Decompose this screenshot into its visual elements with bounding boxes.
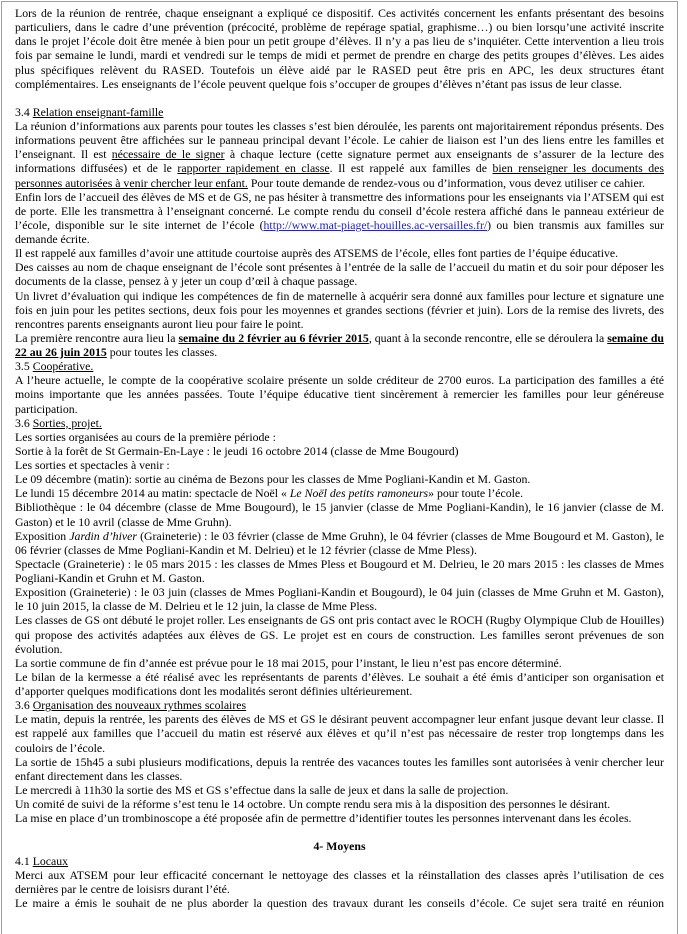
- text-run: Pour toute demande de rendez-vous ou d’information, vous devez utiliser ce cahier.: [247, 175, 645, 190]
- paragraph-merci-atsem: [15, 868, 664, 896]
- text-run: Exposition (Graineterie) : le 03 juin (classes de Mmes Pogliani-Kandin et Bougourd), le 04 juin (classes de Mme Gruhn et M. Gaston), le 10 juin 2015, la classe de M. Delrieu et le 12 juin, la classe de Mme Pless.: [15, 585, 664, 614]
- section-heading-3-6-rythmes-scolaires: [15, 698, 664, 712]
- text-run: Exposition: [15, 528, 70, 543]
- text-run: Le mercredi à 11h30 la sortie des MS et GS s’effectue dans la salle de jeux et dans la salle de projection.: [15, 782, 509, 797]
- text-run: semaine du 2 février au 6 février 2015: [178, 330, 369, 345]
- paragraph-spectacle-noel: [15, 486, 664, 500]
- text-run: 3.5: [15, 359, 33, 374]
- paragraph-bibliotheque: [15, 500, 664, 528]
- text-run: La sortie de 15h45 a subi plusieurs modifications, depuis la rentrée des vacances toutes les familles sont autorisées à venir chercher leur enfant directement dans les classes.: [15, 754, 664, 783]
- text-run: Lors de la réunion de rentrée, chaque enseignant a expliqué ce dispositif. Ces activités concernent les enfants présentant des besoins particuliers, dans le cadre d’une prévention (précocité, problème de repérage spatial, graphisme…) ou bien lorsqu’une activité inscrite dans le projet l’école doit être menée à bien pour un petit groupe d’élèves. Il n’y a pas lieu de s’inquiéter. Cette intervention a lieu trois fois par semaine le lundi, mardi et vendredi sur le temps de midi et permet de prendre en charge des petits groupes d’élèves. Les aides plus spécifiques relèvent du RASED. Toutefois un élève aidé par le RASED peut être pris en APC, les deux structures étant complémentaires. Les enseignants de l’école peuvent quelque fois s’occuper de groupes d’élèves n’étant pas issus de leur classe.: [15, 6, 664, 91]
- paragraph-sorties-a-venir: [15, 458, 664, 472]
- paragraph-sortie-fin-annee: [15, 656, 664, 670]
- paragraph-bilan-kermesse: [15, 670, 664, 698]
- text-run: . Il est rappelé aux familles de: [329, 161, 493, 176]
- text-run: Le 09 décembre (matin): sortie au cinéma de Bezons pour les classes de Mme Pogliani-Kandin et M. Gaston.: [15, 472, 531, 487]
- text-run: rapporter rapidement en classe: [177, 161, 330, 176]
- text-run: Merci aux ATSEM pour leur efficacité concernant le nettoyage des classes et la réinstallation des classes après l’utilisation de ces dernières par le centre de loisisrs durant l’été.: [15, 867, 664, 896]
- paragraph-cahier-de-liaison: [15, 119, 664, 190]
- text-run: ) ou bien transmis aux familles sur demande écrite.: [15, 217, 664, 246]
- paragraph-exposition-juin: [15, 585, 664, 613]
- paragraph-sortie-15h45: [15, 755, 664, 783]
- text-run: 4- Moyens: [313, 839, 366, 854]
- text-run: Le Noël des petits ramoneurs: [289, 486, 429, 501]
- text-run: nécessaire de le signer: [111, 147, 225, 162]
- section-heading-4-moyens: [15, 839, 664, 853]
- text-run: à chaque lecture (cette signature permet aux enseignants de s’assurer de la lecture des informations diffusées) et de le: [15, 147, 665, 176]
- text-run: Des caisses au nom de chaque enseignant de l’école sont présentes à l’entrée de la salle de l’accueil du matin et du soir pour déposer les documents de la classe, pensez à y jeter un coup d’œil à chaque passage.: [15, 260, 664, 289]
- text-run: 3.6: [15, 415, 33, 430]
- text-run: 3.6: [15, 698, 33, 713]
- blank-line: [15, 825, 664, 839]
- text-run: A l’heure actuelle, le compte de la coopérative scolaire présente un solde créditeur de 2700 euros. La participation des familles a été moins importante que les années passées. Toute l’équipe éducative tient sincèrement à remercier les familles pour leur généreuse participation.: [15, 373, 664, 416]
- paragraph-sorties-premiere-periode: [15, 430, 664, 444]
- paragraph-cinema-bezons: [15, 472, 664, 486]
- text-run: Le bilan de la kermesse a été réalisé avec les représentants de parents d’élèves. Le souhait a été émis d’anticiper son organisation et d’apporter quelques modifications dont les modalités seront définies ultérieurement.: [15, 669, 664, 698]
- text-run: Les sorties et spectacles à venir :: [15, 458, 170, 472]
- text-run: » pour toute l’école.: [428, 486, 524, 501]
- text-run: Un livret d’évaluation qui indique les compétences de fin de maternelle à acquérir sera donné aux familles pour lecture et signature une fois en juin pour les petites sections, deux fois pour les moyennes et grandes sections (février et juin). Lors de la remise des livrets, des rencontres parents enseignants auront lieu pour faire le point.: [15, 288, 664, 331]
- text-run: La réunion d’informations aux parents pour toutes les classes s’est bien déroulée, les parents ont majoritairement répondus présents. Des informations peuvent être affichées sur le panneau principal devant l’école. Le cahier de liaison est l’un des liens entre les familles et l’enseignant. Il est: [15, 119, 664, 162]
- school-website-link[interactable]: http://www.mat-piaget-houilles.ac-versailles.fr/: [263, 217, 488, 232]
- paragraph-cooperative-solde: [15, 373, 664, 415]
- blank-line: [15, 91, 664, 105]
- paragraph-livret-evaluation: [15, 289, 664, 331]
- text-run: (Graineterie) : le 03 février (classe de Mme Gruhn), le 04 février (classes de Mme Bougourd et M. Gaston), le 06 février (classes de Mme Pogliani-Kandin et M. Delrieu) et le 12 février (classe de Mme Pless).: [15, 528, 664, 557]
- paragraph-maire-travaux: [15, 896, 664, 910]
- text-run: Les classes de GS ont débuté le projet roller. Les enseignants de GS ont pris contact avec le ROCH (Rugby Olympique Club de Houilles) qui propose des activités adaptées aux élèves de GS. Le projet est en cours de construction. Les familles seront prévenues de son évolution.: [15, 613, 664, 656]
- paragraph-accueil-matin: [15, 712, 664, 754]
- text-run: La première rencontre aura lieu la: [15, 330, 179, 345]
- text-run: Coopérative.: [32, 359, 94, 374]
- text-run: Enfin lors de l’accueil des élèves de MS et de GS, ne pas hésiter à transmettre des informations pour les enseignants via l’ATSEM qui est de porte. Elle les transmettra à l’enseignant concerné. Le compte rendu du conseil d’école restera affiché dans le panneau extérieur de l’école, disponible sur le site internet de l’école (: [15, 189, 664, 232]
- paragraph-trombinoscope: [15, 811, 664, 825]
- text-run: Sorties, projet.: [32, 415, 102, 430]
- paragraph-mercredi-11h30: [15, 783, 664, 797]
- text-run: Jardin d’hiver: [69, 528, 137, 543]
- paragraph-caisses-documents: [15, 260, 664, 288]
- text-run: 4.1: [15, 853, 33, 868]
- text-run: 3.4: [15, 104, 33, 119]
- text-run: Relation enseignant-famille: [32, 104, 164, 119]
- paragraph-apc-dispositif: [15, 6, 664, 91]
- section-heading-3-6-sorties-projet: [15, 416, 664, 430]
- text-run: La sortie commune de fin d’année est prévue pour le 18 mai 2015, pour l’instant, le lieu n’est pas encore déterminé.: [15, 655, 562, 670]
- text-run: La mise en place d’un trombinoscope a été proposée afin de permettre d’identifier toutes les personnes intervenant dans les écoles.: [15, 811, 632, 826]
- text-run: bien renseigner les documents des personnes autorisées à venir chercher leur enfant.: [15, 161, 664, 190]
- text-run: Un comité de suivi de la réforme s’est tenu le 14 octobre. Un compte rendu sera mis à la disposition des personnes le désirant.: [15, 797, 611, 811]
- text-run: pour toutes les classes.: [106, 345, 218, 359]
- text-run: Le matin, depuis la rentrée, les parents des élèves de MS et GS le désirant peuvent accompagner leur enfant jusque devant leur classe. Il est rappelé aux familles que l’accueil du matin est réservé aux élèves et qu’il n’est pas nécessaire de rester trop longtemps dans les couloirs de l’école.: [15, 712, 664, 755]
- paragraph-rencontres-dates: [15, 331, 664, 359]
- text-run: semaine du 22 au 26 juin 2015: [15, 330, 664, 359]
- paragraph-atsem-compte-rendu: [15, 190, 664, 247]
- text-run: , quant à la seconde rencontre, elle se déroulera la: [368, 330, 608, 345]
- section-heading-3-4-relation-enseignant-famille: [15, 105, 664, 119]
- section-heading-3-5-cooperative: [15, 359, 664, 373]
- text-run: Le maire a émis le souhait de ne plus aborder la question des travaux durant les conseils d’école. Ce sujet sera traité en réunion: [15, 895, 664, 910]
- paragraph-projet-roller: [15, 613, 664, 655]
- text-run: Spectacle (Graineterie) : le 05 mars 2015 : les classes de Mmes Pless et Bougourd et M. Delrieu, le 20 mars 2015 : les classes de Mmes Pogliani-Kandin et Gruhn et M. Gaston.: [15, 556, 664, 585]
- paragraph-exposition-jardin-hiver: [15, 529, 664, 557]
- paragraph-attitude-courtoise: [15, 246, 664, 260]
- paragraph-sortie-foret: [15, 444, 664, 458]
- text-run: Le lundi 15 décembre 2014 au matin: spectacle de Noël «: [15, 486, 290, 501]
- text-run: Sortie à la forêt de St Germain-En-Laye : le jeudi 16 octobre 2014 (classe de Mme Bougourd): [15, 443, 459, 458]
- paragraph-comite-suivi-reforme: [15, 797, 664, 811]
- text-run: Les sorties organisées au cours de la première période :: [15, 429, 276, 444]
- section-heading-4-1-locaux: [15, 854, 664, 868]
- document-page: [1, 1, 678, 934]
- text-run: Il est rappelé aux familles d’avoir une attitude courtoise auprès des ATSEMS de l’école, elles font parties de l’équipe éducative.: [15, 246, 619, 261]
- text-run: Bibliothèque : le 04 décembre (classe de Mme Bougourd), le 15 janvier (classe de Mme Pogliani-Kandin), le 16 janvier (classe de M. Gaston) et le 10 avril (classe de Mme Gruhn).: [15, 500, 664, 529]
- document-body: [2, 2, 677, 910]
- text-run: Organisation des nouveaux rythmes scolaires: [32, 698, 247, 713]
- text-run: Locaux: [32, 853, 69, 868]
- paragraph-spectacle-graineterie: [15, 557, 664, 585]
